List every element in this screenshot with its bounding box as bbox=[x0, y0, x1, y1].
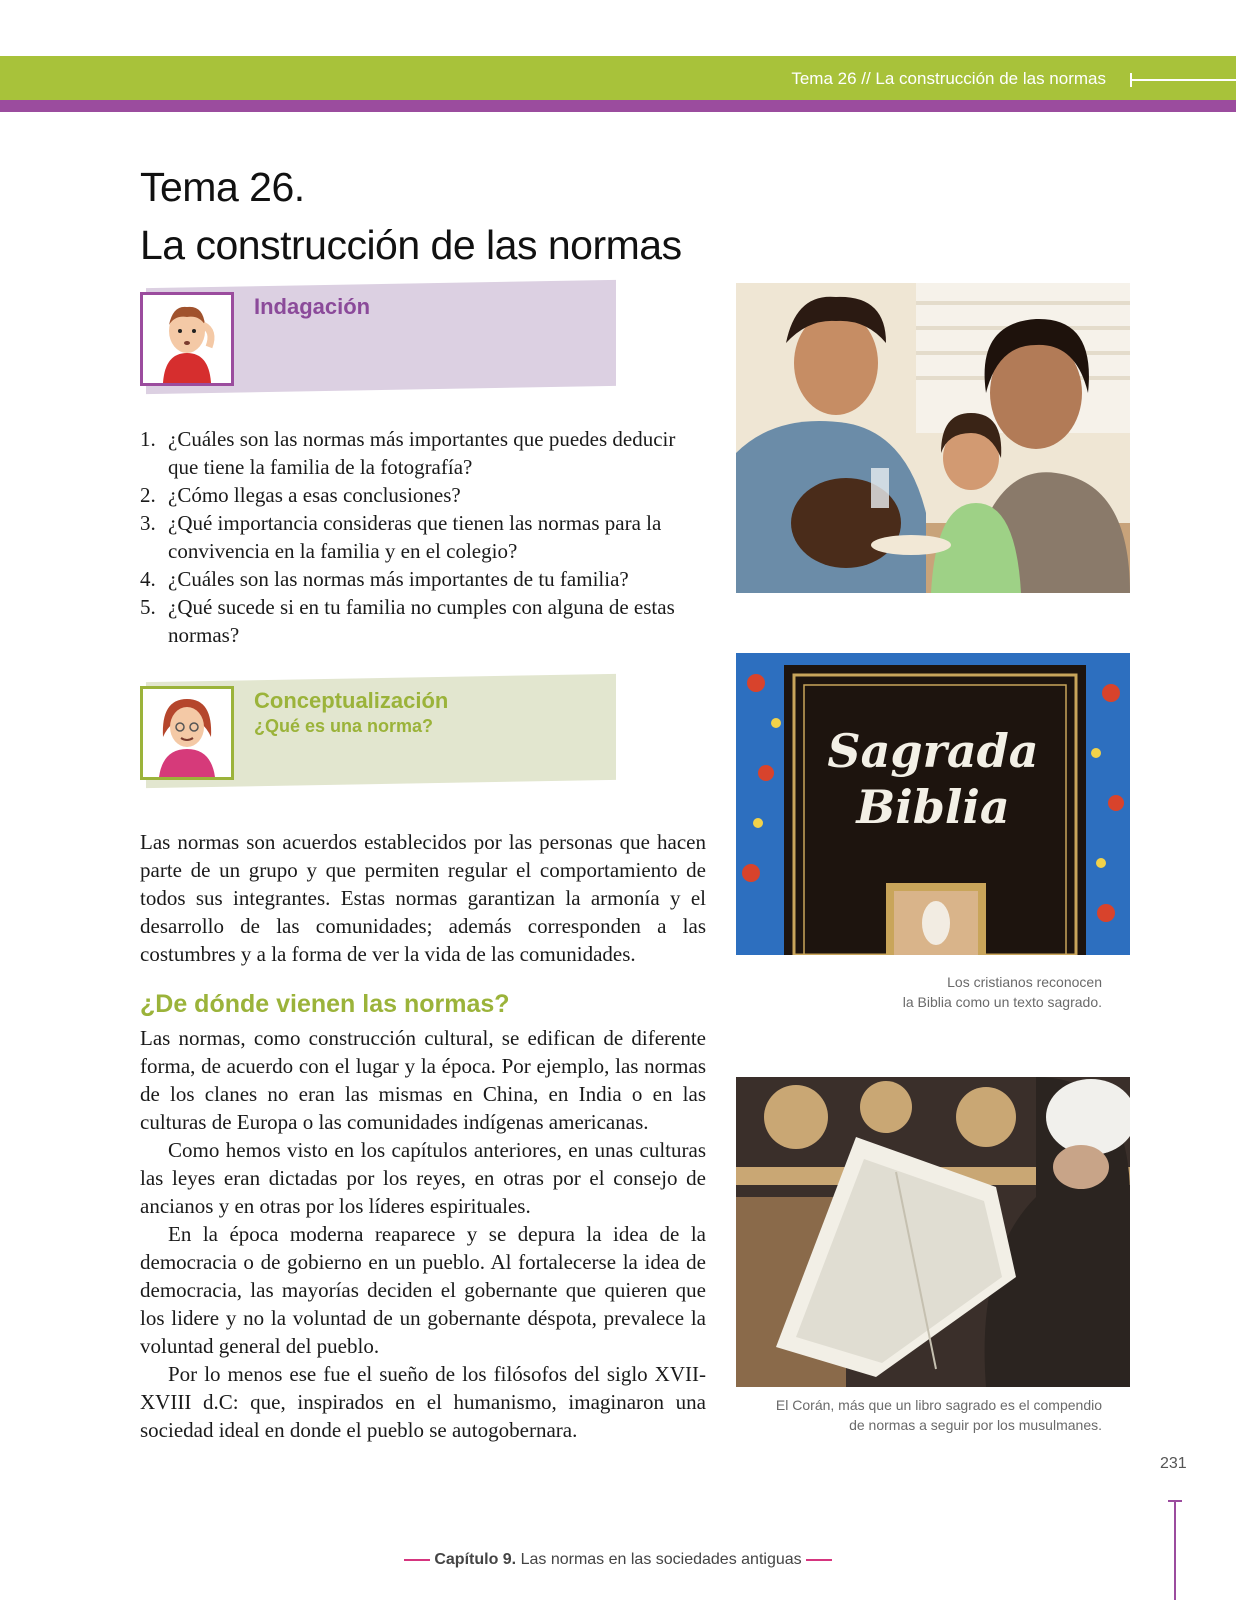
conceptualizacion-subtitle: ¿Qué es una norma? bbox=[254, 716, 434, 736]
list-item: 2. ¿Cómo llegas a esas conclusiones? bbox=[140, 483, 461, 507]
footer-title: Las normas en las sociedades antiguas bbox=[520, 1551, 802, 1568]
header-band-purple bbox=[0, 100, 1236, 112]
list-item: 4. ¿Cuáles son las normas más importantes de tu familia? bbox=[140, 567, 629, 591]
section-heading: ¿De dónde vienen las normas? bbox=[140, 990, 510, 1018]
conceptualizacion-banner bbox=[140, 676, 620, 786]
bible-title-line-1: Sagrada bbox=[827, 724, 1039, 778]
quran-photo bbox=[736, 1077, 1130, 1387]
list-item: 1. ¿Cuáles son las normas más importantes que puedes deducir que tiene la familia de la fotografía? bbox=[140, 427, 676, 479]
title-line-1: Tema 26. bbox=[140, 164, 305, 210]
student-boy-illustration bbox=[140, 292, 234, 386]
footer-chapter: Capítulo 9. bbox=[434, 1551, 517, 1568]
student-girl-illustration bbox=[140, 686, 234, 780]
running-title: Tema 26 // La construcción de las normas bbox=[791, 69, 1106, 88]
question-list bbox=[140, 425, 700, 649]
margin-line bbox=[1174, 1500, 1176, 1600]
list-item: 3. ¿Qué importancia consideras que tienen las normas para la convivencia en la familia y en el colegio? bbox=[140, 511, 662, 563]
footer-dash-left bbox=[404, 1559, 430, 1561]
bible-caption: Los cristianos reconocen la Biblia como un texto sagrado. bbox=[902, 974, 1102, 1010]
list-item: 5. ¿Qué sucede si en tu familia no cumples con alguna de estas normas? bbox=[140, 595, 675, 647]
paragraph-3: En la época moderna reaparece y se depura la idea de la democracia o de gobierno en un pueblo. Al fortalecerse la idea de democracia, las mayorías deciden el gobernante que quieren que los lidere y no la voluntad de un gobernante déspota, prevalece la voluntad general del pueblo. bbox=[140, 1222, 706, 1358]
footer-dash-right bbox=[806, 1559, 832, 1561]
conceptualizacion-label: Conceptualización bbox=[254, 688, 449, 713]
header-line bbox=[1132, 79, 1236, 81]
indagacion-banner bbox=[140, 282, 620, 392]
bible-cover-title bbox=[736, 723, 1130, 835]
page-number: 231 bbox=[1160, 1455, 1187, 1472]
paragraph-1: Las normas, como construcción cultural, se edifican de diferente forma, de acuerdo con el lugar y la época. Por ejemplo, las normas de los clanes no eran las mismas en China, en India o en las culturas de Europa o las comunidades indígenas americanas. bbox=[140, 1026, 706, 1134]
indagacion-label: Indagación bbox=[254, 294, 371, 319]
paragraph-2: Como hemos visto en los capítulos anteriores, en unas culturas las leyes eran dictadas por los reyes, en otras por el consejo de ancianos y en otras por los líderes espirituales. bbox=[140, 1138, 706, 1218]
page-title bbox=[140, 158, 682, 274]
bible-photo bbox=[736, 653, 1130, 955]
section-body bbox=[140, 1024, 706, 1444]
definition-paragraph: Las normas son acuerdos establecidos por las personas que hacen parte de un grupo y que permiten regular el comportamiento de todos sus integrantes. Estas normas garantizan la armonía y el desarrollo de las comunidades; además corresponden a las costumbres y a la forma de ver la vida de las comunidades. bbox=[140, 830, 706, 966]
paragraph-4: Por lo menos ese fue el sueño de los filósofos del siglo XVII-XVIII d.C: que, inspirados en el humanismo, imaginaron una sociedad ideal en donde el pueblo se autogobernara. bbox=[140, 1362, 706, 1442]
quran-caption: El Corán, más que un libro sagrado es el compendio de normas a seguir por los musulmanes. bbox=[775, 1397, 1102, 1433]
page-footer bbox=[0, 1551, 1236, 1569]
family-dinner-photo bbox=[736, 283, 1130, 593]
bible-title-line-2: Biblia bbox=[856, 780, 1010, 834]
title-line-2: La construcción de las normas bbox=[140, 222, 682, 268]
